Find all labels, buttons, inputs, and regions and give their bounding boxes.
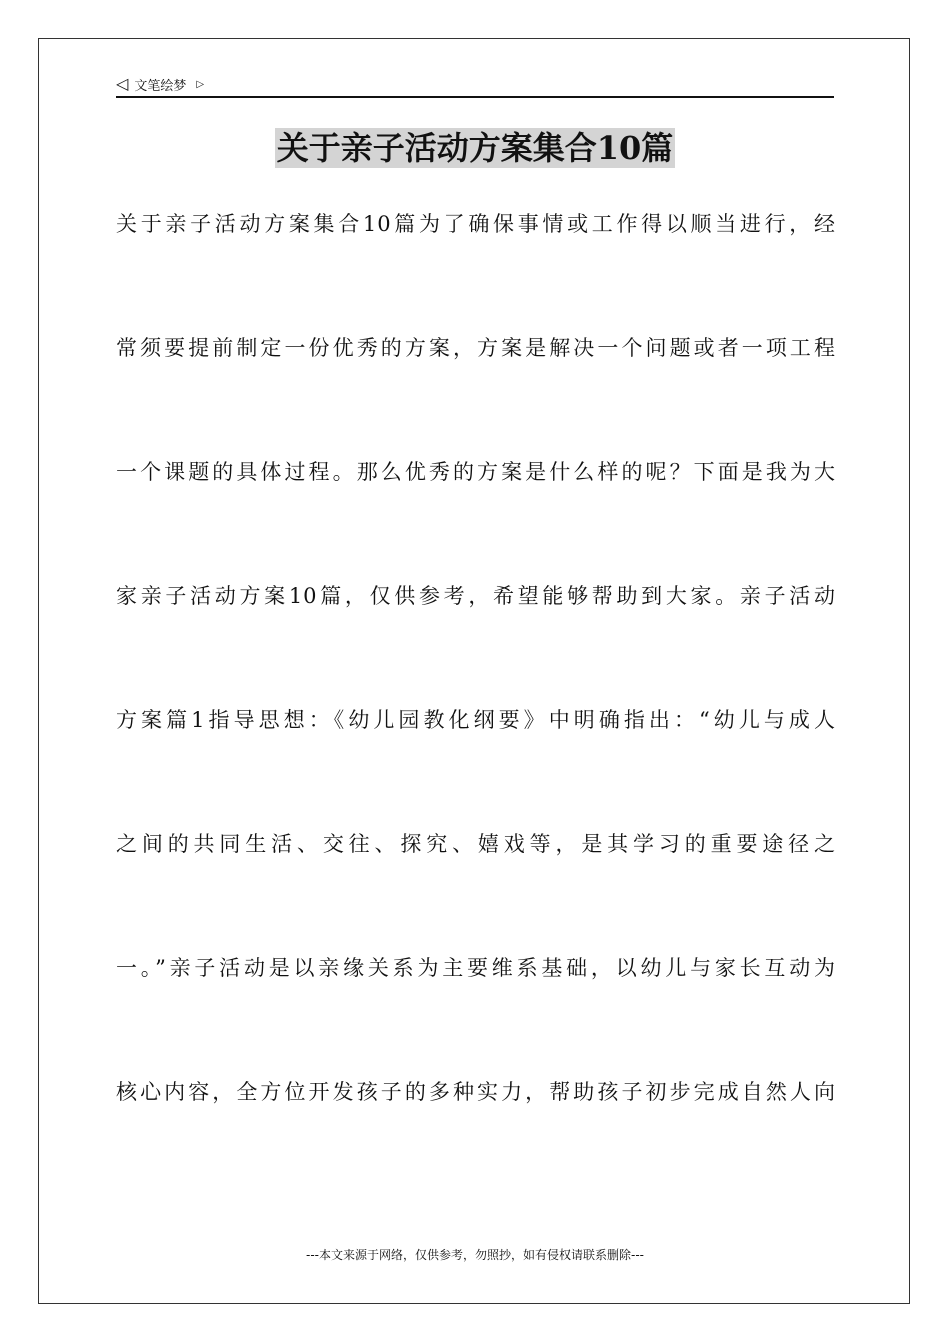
body-line: 方案篇1指导思想：《幼儿园教化纲要》中明确指出：“幼儿与成人 bbox=[116, 708, 836, 732]
footer-notice: ---本文来源于网络，仅供参考，勿照抄，如有侵权请联系删除--- bbox=[306, 1248, 644, 1262]
title-wrap bbox=[0, 128, 950, 168]
document-body bbox=[116, 200, 836, 1192]
body-line: 一个课题的具体过程。那么优秀的方案是什么样的呢？下面是我为大 bbox=[116, 460, 836, 484]
body-line: 家亲子活动方案10篇，仅供参考，希望能够帮助到大家。亲子活动 bbox=[116, 584, 836, 608]
body-line: 一。”亲子活动是以亲缘关系为主要维系基础，以幼儿与家长互动为 bbox=[116, 956, 836, 980]
document-title: 关于亲子活动方案集合10篇 bbox=[276, 129, 674, 167]
right-triangle-icon: ▷ bbox=[196, 78, 205, 90]
body-line: 之间的共同生活、交往、探究、嬉戏等，是其学习的重要途径之 bbox=[116, 832, 836, 856]
body-line: 常须要提前制定一份优秀的方案，方案是解决一个问题或者一项工程 bbox=[116, 336, 836, 360]
page-header bbox=[116, 72, 834, 98]
body-line: 关于亲子活动方案集合10篇为了确保事情或工作得以顺当进行，经 bbox=[116, 212, 836, 236]
body-line: 核心内容，全方位开发孩子的多种实力，帮助孩子初步完成自然人向 bbox=[116, 1080, 836, 1104]
left-triangle-icon: ◁ bbox=[116, 74, 129, 93]
header-brand: 文笔绘梦 bbox=[134, 78, 187, 94]
